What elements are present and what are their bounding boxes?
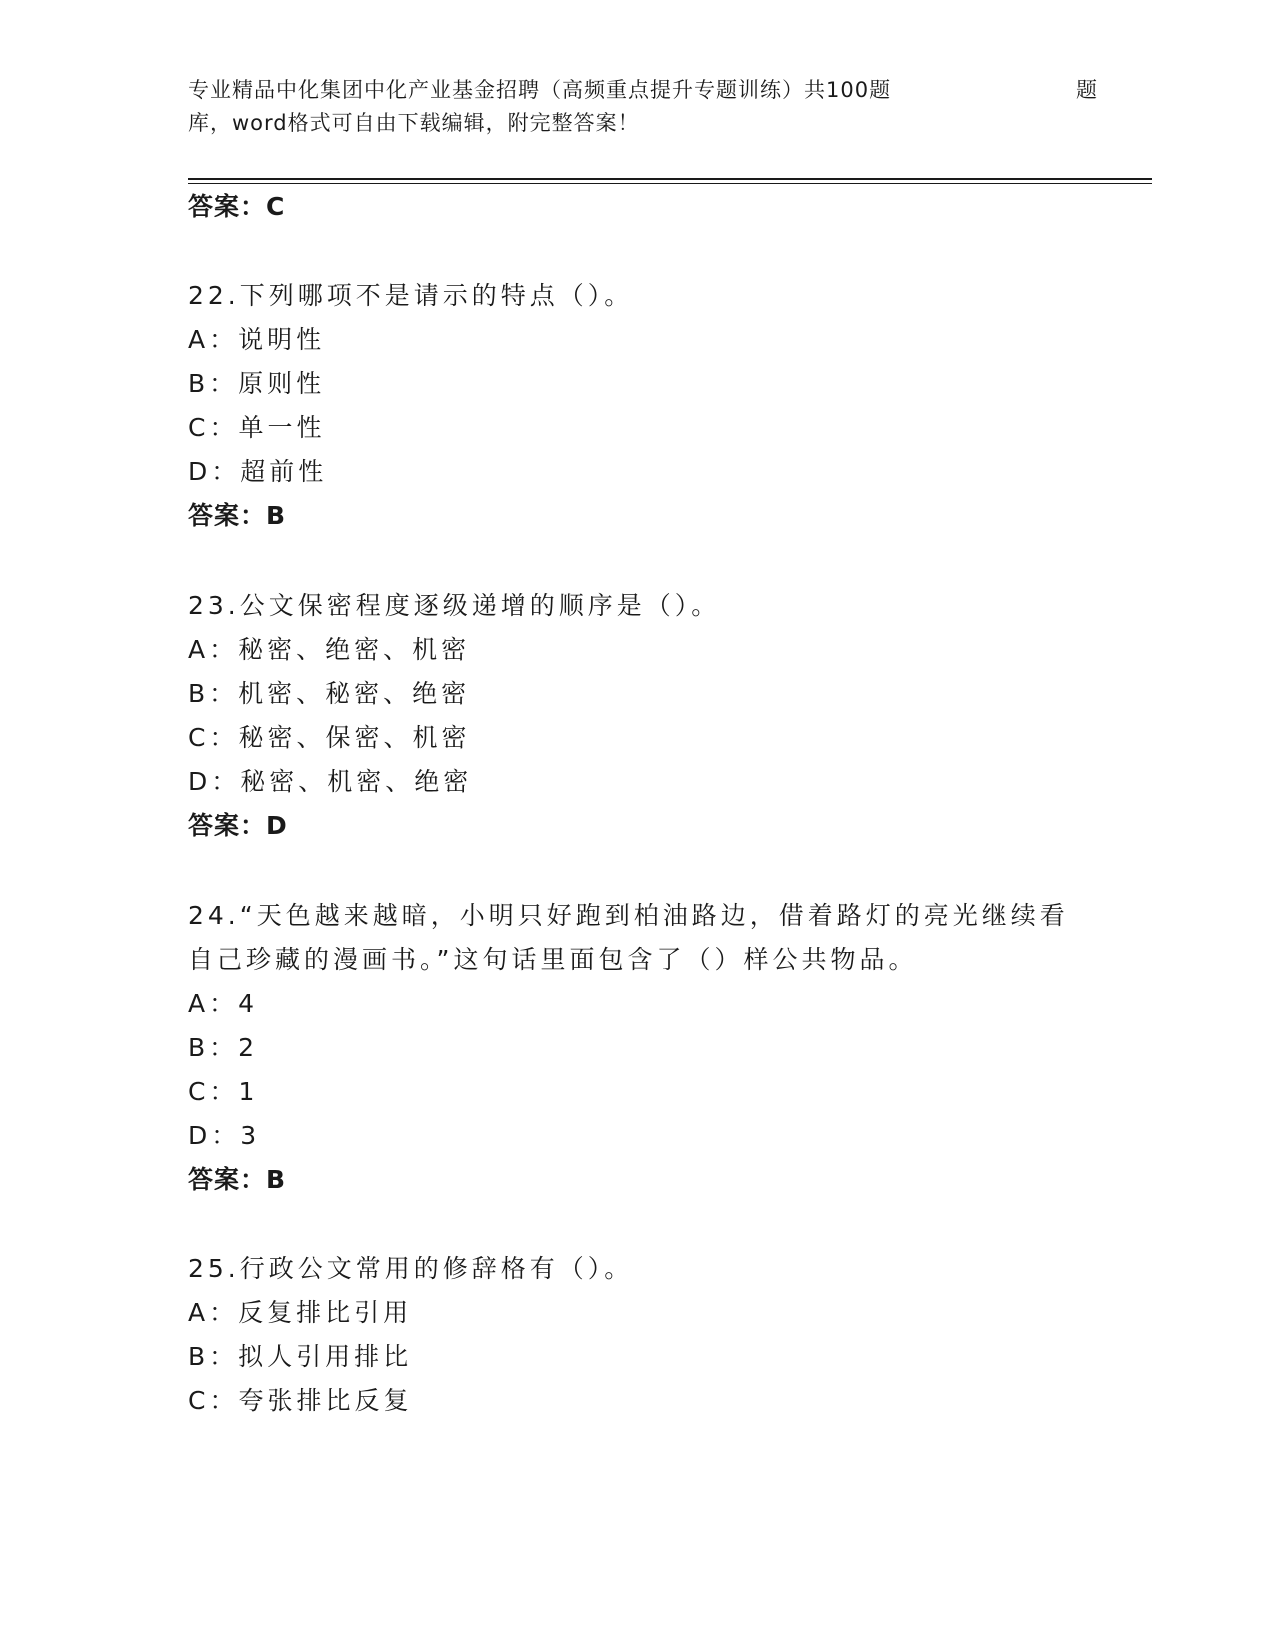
answer-24: 答案：B xyxy=(188,1165,287,1194)
question-23-option-b: B：机密、秘密、绝密 xyxy=(188,679,471,708)
question-24-line-1: 24.“天色越来越暗，小明只好跑到柏油路边，借着路灯的亮光继续看 xyxy=(188,901,1069,930)
question-25: 25.行政公文常用的修辞格有（）。 xyxy=(188,1254,634,1283)
question-23-option-c: C：秘密、保密、机密 xyxy=(188,723,471,752)
question-22: 22.下列哪项不是请示的特点（）。 xyxy=(188,281,634,310)
header-divider-thin xyxy=(188,183,1152,184)
header-title-part3: 库，word格式可自由下载编辑，附完整答案！ xyxy=(188,111,640,135)
question-22-option-b: B：原则性 xyxy=(188,369,326,398)
header-title-part2: 题 xyxy=(1076,78,1098,102)
question-23-option-a: A：秘密、绝密、机密 xyxy=(188,635,471,664)
question-25-option-b: B：拟人引用排比 xyxy=(188,1342,413,1371)
header-title-part1: 专业精品中化集团中化产业基金招聘（高频重点提升专题训练）共100题 xyxy=(188,78,892,102)
answer-23: 答案：D xyxy=(188,811,288,840)
header-line-1 xyxy=(188,74,1098,107)
question-24-option-d: D：3 xyxy=(188,1121,261,1150)
answer-22: 答案：B xyxy=(188,501,287,530)
header-line-2 xyxy=(188,107,1098,140)
page-header xyxy=(188,74,1098,140)
question-24-option-b: B：2 xyxy=(188,1033,259,1062)
question-23-option-d: D：秘密、机密、绝密 xyxy=(188,767,473,796)
question-23: 23.公文保密程度逐级递增的顺序是（）。 xyxy=(188,591,721,620)
question-24-option-a: A：4 xyxy=(188,989,259,1018)
question-22-option-c: C：单一性 xyxy=(188,413,326,442)
question-25-option-c: C：夸张排比反复 xyxy=(188,1386,413,1415)
question-22-option-d: D：超前性 xyxy=(188,457,328,486)
header-divider-thick xyxy=(188,178,1152,180)
question-24-line-2: 自己珍藏的漫画书。”这句话里面包含了（）样公共物品。 xyxy=(188,945,918,974)
question-24-option-c: C：1 xyxy=(188,1077,259,1106)
question-22-option-a: A：说明性 xyxy=(188,325,326,354)
question-25-option-a: A：反复排比引用 xyxy=(188,1298,413,1327)
answer-21: 答案：C xyxy=(188,192,286,221)
